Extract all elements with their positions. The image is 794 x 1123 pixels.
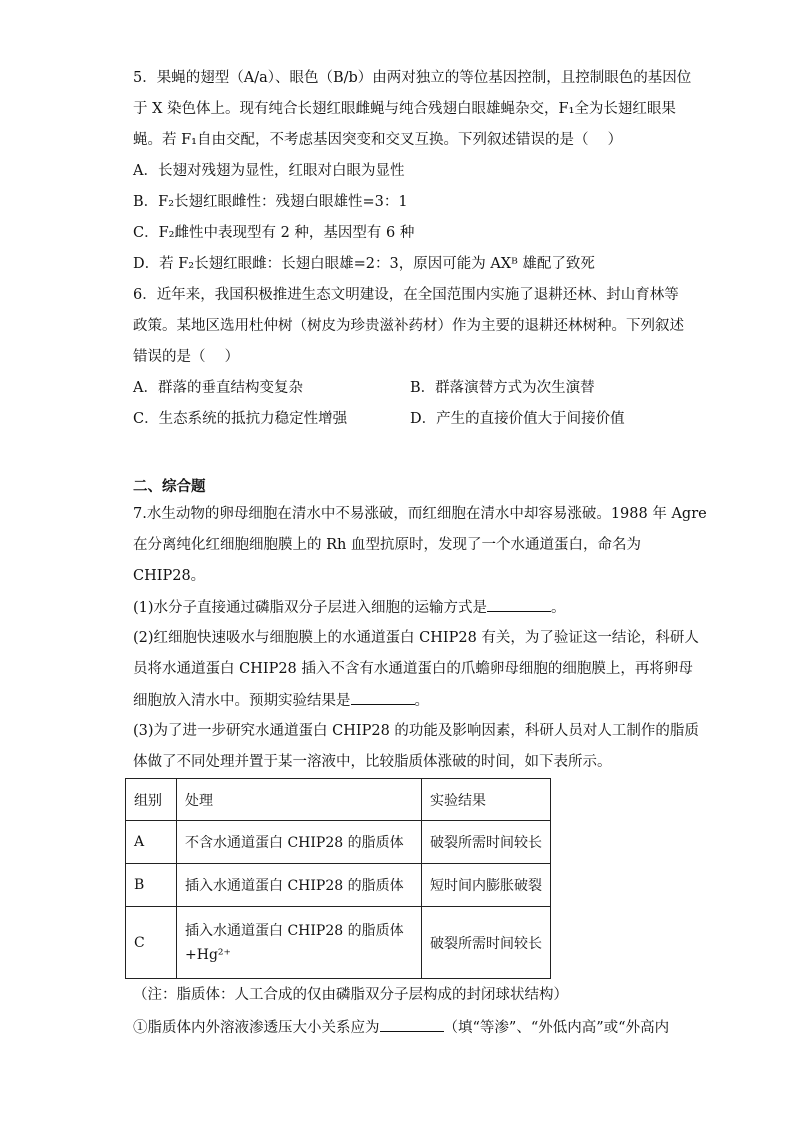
q5-option-c: C．F₂雌性中表现型有 2 种，基因型有 6 种	[133, 225, 415, 241]
row-c-treatment-line-1: 插入水通道蛋白 CHIP28 的脂质体	[185, 922, 404, 939]
section-title: 二、综合题	[133, 479, 206, 495]
header-treatment: 处理	[177, 779, 422, 821]
row-c-group: C	[126, 907, 177, 979]
q7-intro-3: CHIP28。	[133, 568, 206, 584]
answer-blank-2[interactable]	[351, 690, 415, 705]
table-note: （注：脂质体：人工合成的仅由磷脂双分子层构成的封闭球状结构）	[133, 987, 568, 1003]
q7-subq-1-text: ①脂质体内外溶液渗透压大小关系应为	[133, 1020, 380, 1036]
header-group: 组别	[126, 779, 177, 821]
q6-line-1: 6．近年来，我国积极推进生态文明建设，在全国范围内实施了退耕还林、封山育林等	[133, 287, 679, 303]
q7-part1-end: 。	[551, 600, 566, 616]
experiment-table	[125, 778, 551, 979]
q6-option-b: B．群落演替方式为次生演替	[410, 380, 595, 396]
row-c-treatment-line-2: +Hg²⁺	[185, 946, 231, 963]
row-b-group: B	[126, 864, 177, 907]
q7-part2-line-2: 员将水通道蛋白 CHIP28 插入不含有水通道蛋白的爪蟾卵母细胞的细胞膜上，再将卵母	[133, 661, 693, 677]
answer-blank-1[interactable]	[487, 597, 551, 612]
table-row	[126, 821, 551, 864]
q7-part3-line-1: (3)为了进一步研究水通道蛋白 CHIP28 的功能及影响因素，科研人员对人工制作的脂质	[133, 723, 699, 739]
q6-option-a: A．群落的垂直结构变复杂	[133, 380, 303, 396]
q7-intro-2: 在分离纯化红细胞细胞膜上的 Rh 血型抗原时，发现了一个水通道蛋白，命名为	[133, 537, 641, 553]
answer-blank-3[interactable]	[380, 1017, 444, 1032]
row-a-treatment: 不含水通道蛋白 CHIP28 的脂质体	[177, 821, 422, 864]
q7-subq-1	[133, 1017, 669, 1038]
q7-part2-line-3	[133, 690, 429, 711]
q6-option-c: C．生态系统的抵抗力稳定性增强	[133, 411, 348, 427]
row-c-treatment	[177, 907, 422, 979]
q7-part1-text: (1)水分子直接通过磷脂双分子层进入细胞的运输方式是	[133, 600, 488, 616]
q7-subq-1-tail: （填“等渗”、“外低内高”或“外高内	[443, 1020, 670, 1036]
q7-part2-end: 。	[414, 693, 429, 709]
header-result: 实验结果	[422, 779, 551, 821]
table-row	[126, 907, 551, 979]
q7-part1	[133, 597, 566, 618]
q7-part2-line-1: (2)红细胞快速吸水与细胞膜上的水通道蛋白 CHIP28 有关，为了验证这一结论，科研人	[133, 630, 699, 646]
q6-line-2: 政策。某地区选用杜仲树（树皮为珍贵滋补药材）作为主要的退耕还林树种。下列叙述	[133, 318, 684, 334]
q5-line-3: 蝇。若 F₁自由交配，不考虑基因突变和交叉互换。下列叙述错误的是（ ）	[133, 132, 623, 148]
row-a-result: 破裂所需时间较长	[422, 821, 551, 864]
row-b-result: 短时间内膨胀破裂	[422, 864, 551, 907]
q6-line-3: 错误的是（ ）	[133, 349, 240, 365]
q5-option-d: D．若 F₂长翅红眼雌：长翅白眼雄=2：3，原因可能为 AXᴮ 雄配了致死	[133, 256, 595, 272]
q5-line-1: 5．果蝇的翅型（A/a）、眼色（B/b）由两对独立的等位基因控制，且控制眼色的基因位	[133, 70, 692, 86]
q5-option-b: B．F₂长翅红眼雌性：残翅白眼雄性=3：1	[133, 194, 408, 210]
q5-line-2: 于 X 染色体上。现有纯合长翅红眼雌蝇与纯合残翅白眼雄蝇杂交，F₁全为长翅红眼果	[133, 101, 676, 117]
row-a-group: A	[126, 821, 177, 864]
q7-intro-1: 7.水生动物的卵母细胞在清水中不易涨破，而红细胞在清水中却容易涨破。1988 年 Agre	[133, 506, 707, 522]
q5-option-a: A．长翅对残翅为显性，红眼对白眼为显性	[133, 163, 405, 179]
table-row	[126, 864, 551, 907]
row-c-result: 破裂所需时间较长	[422, 907, 551, 979]
table-header-row	[126, 779, 551, 821]
row-b-treatment: 插入水通道蛋白 CHIP28 的脂质体	[177, 864, 422, 907]
q7-part2-text: 细胞放入清水中。预期实验结果是	[133, 693, 351, 709]
q7-part3-line-2: 体做了不同处理并置于某一溶液中，比较脂质体涨破的时间，如下表所示。	[133, 754, 612, 770]
q6-option-d: D．产生的直接价值大于间接价值	[410, 411, 625, 427]
